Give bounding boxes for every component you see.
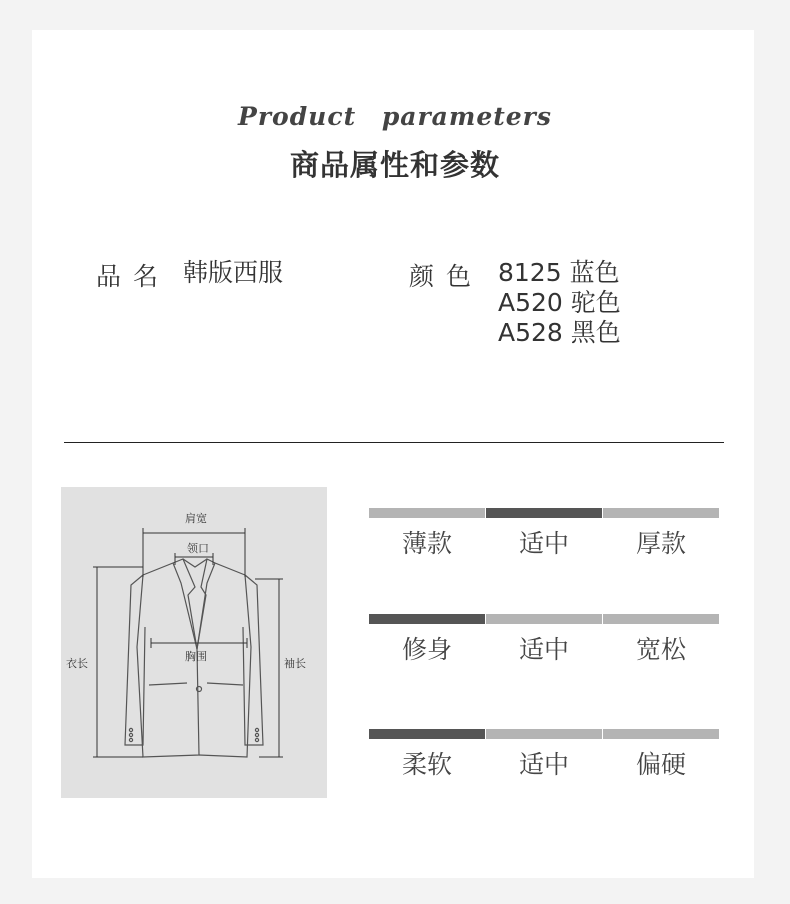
- scale-bar-2-1: [369, 614, 485, 624]
- scale-option-1-3: 厚款: [635, 529, 686, 558]
- scale-bar-1-1: [369, 508, 485, 518]
- scale-bar-1-3: [603, 508, 719, 518]
- scale-option-2-1: 修身: [401, 635, 452, 664]
- product-name-value: 韩版西服: [183, 258, 284, 287]
- scale-option-2-3: 宽松: [635, 635, 686, 664]
- scale-bar-2-2: [486, 614, 602, 624]
- length-label: 衣长: [66, 657, 88, 670]
- product-name-label: 品 名: [96, 262, 160, 291]
- scale-bar-2-3: [603, 614, 719, 624]
- chest-label: 胸围: [185, 650, 207, 663]
- scale-option-2-2: 适中: [518, 635, 569, 664]
- scale-option-1-1: 薄款: [401, 529, 452, 558]
- scale-bar-3-3: [603, 729, 719, 739]
- color-value-1: 8125 蓝色: [498, 258, 620, 287]
- scale-option-3-1: 柔软: [401, 750, 452, 779]
- title-chinese: 商品属性和参数: [289, 148, 500, 182]
- size-diagram: [61, 487, 327, 798]
- scale-bar-1-2: [486, 508, 602, 518]
- shoulder-width-label: 肩宽: [185, 512, 207, 525]
- collar-label: 领口: [187, 542, 209, 555]
- color-value-2: A520 驼色: [498, 288, 621, 317]
- scale-option-1-2: 适中: [518, 529, 569, 558]
- title-english: Product parameters: [238, 102, 552, 131]
- scale-bar-3-2: [486, 729, 602, 739]
- jacket-outline-graphic: [61, 487, 327, 798]
- color-label: 颜 色: [409, 262, 473, 291]
- color-value-3: A528 黑色: [498, 318, 621, 347]
- sleeve-label: 袖长: [284, 657, 306, 670]
- section-divider: [64, 442, 724, 443]
- scale-option-3-2: 适中: [518, 750, 569, 779]
- scale-bar-3-1: [369, 729, 485, 739]
- scale-option-3-3: 偏硬: [635, 750, 686, 779]
